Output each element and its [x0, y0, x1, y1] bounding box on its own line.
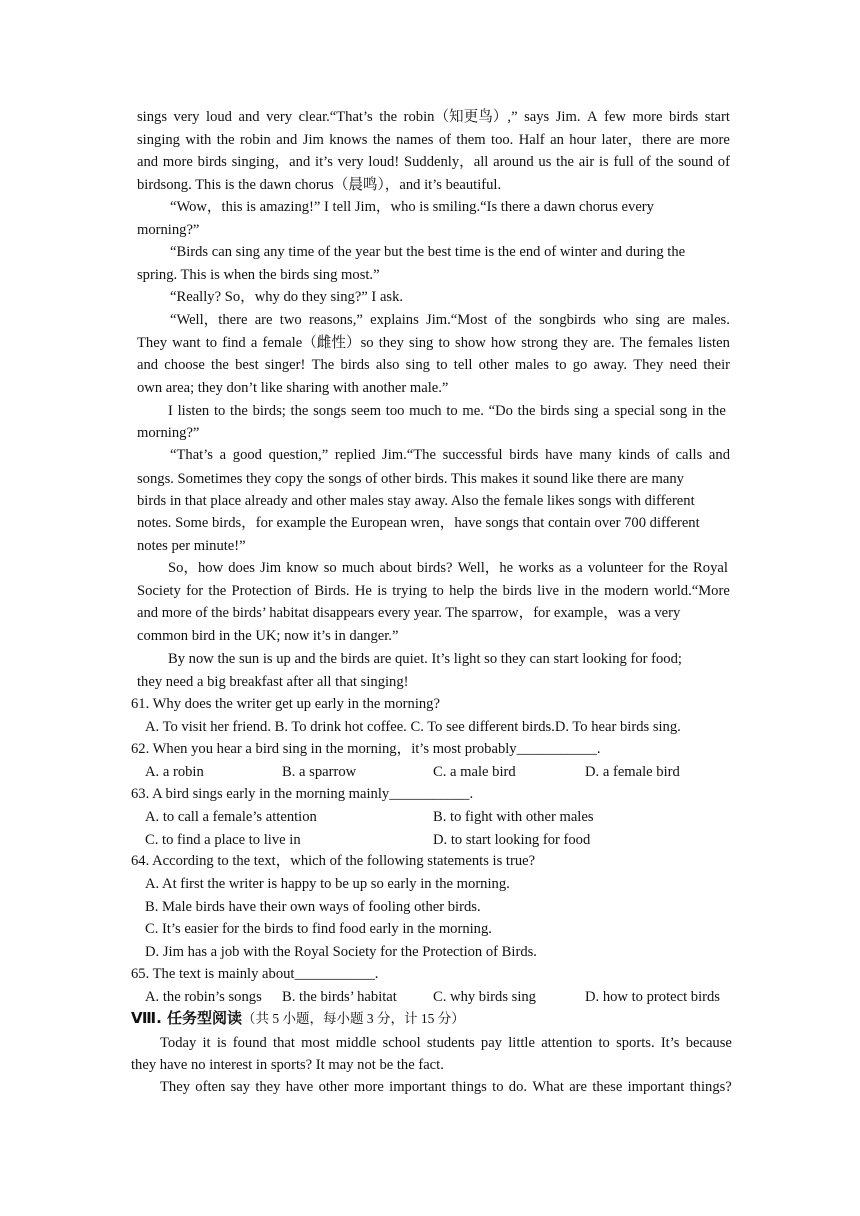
word: in [564, 583, 576, 599]
word: special [614, 403, 655, 419]
word: things [451, 1079, 487, 1095]
word: best [235, 357, 259, 373]
word: Protection [231, 583, 292, 599]
option-c: C. why birds sing [433, 989, 536, 1005]
word: the [208, 583, 227, 599]
word: females [647, 335, 694, 351]
word: birds [509, 447, 539, 463]
word: in [691, 403, 704, 419]
question-64: 64. According to the text，which of the following statements is true? [131, 853, 536, 869]
word: so [323, 560, 337, 576]
word: the [372, 132, 391, 148]
option-c: C. a male bird [433, 764, 516, 780]
word: They [137, 335, 167, 351]
word: most [301, 1035, 330, 1051]
word: males. [692, 312, 730, 328]
word: find [222, 335, 246, 351]
word: about [379, 560, 412, 576]
word: Well，he [457, 560, 514, 576]
question-65: 65. The text is mainly about___________. [131, 966, 379, 982]
word: birds [340, 357, 370, 373]
word: of [656, 447, 669, 463]
word: the [211, 357, 229, 373]
word: and [238, 109, 260, 125]
word: need [669, 357, 698, 373]
word: and [276, 132, 298, 148]
word: modern [604, 583, 649, 599]
word: kinds [618, 447, 651, 463]
word: the [290, 403, 309, 419]
word: birds [502, 583, 532, 599]
word: are [254, 312, 273, 328]
passage-line [137, 152, 730, 172]
word: clear.“That’s [298, 109, 373, 125]
word: works [518, 560, 554, 576]
word: and [137, 357, 159, 373]
word: things? [689, 1079, 732, 1095]
word: sports. [616, 1035, 655, 1051]
word: birds [669, 109, 699, 125]
word: how [491, 335, 517, 351]
word: help [449, 583, 475, 599]
word: question,” [268, 447, 329, 463]
passage-line [137, 130, 730, 150]
option-d: D. Jim has a job with the Royal Society for the Protection of Birds. [145, 944, 537, 960]
word: He [354, 583, 372, 599]
word: show [455, 335, 486, 351]
word: pay [480, 1035, 502, 1051]
option-c: C. to find a place to live in [145, 832, 301, 848]
word: singing，and [231, 154, 311, 170]
word: of [494, 312, 507, 328]
word: are [676, 132, 695, 148]
word: So，how [168, 560, 224, 576]
word: Half [518, 132, 545, 148]
word: They [633, 357, 664, 373]
word: sing [574, 403, 599, 419]
word: Jim. [555, 109, 581, 125]
word: hour [569, 132, 597, 148]
word: and [137, 154, 159, 170]
passage-line [137, 355, 730, 375]
option-a: A. the robin’s songs [145, 989, 262, 1005]
word: good [232, 447, 262, 463]
word: the [517, 403, 536, 419]
word: Royal [693, 560, 728, 576]
word: a [250, 335, 258, 351]
word: students [426, 1035, 475, 1051]
word: world.“More [654, 583, 730, 599]
word: very [266, 109, 293, 125]
word: often [195, 1079, 226, 1095]
word: as [559, 560, 572, 576]
word: song [659, 403, 688, 419]
word: robin [240, 132, 271, 148]
word: much [409, 403, 442, 419]
option-a: A. to call a female’s attention [145, 809, 317, 825]
word: the [670, 560, 688, 576]
word: of [717, 154, 730, 170]
word: start [704, 109, 730, 125]
word: Jim [302, 132, 324, 148]
passage-line: songs. Sometimes they copy the songs of other birds. This makes it sound like there are many [137, 471, 684, 487]
word: volunteer [587, 560, 643, 576]
passage-line: spring. This is when the birds sing most.” [137, 267, 380, 283]
word: these [592, 1079, 623, 1095]
word: says [524, 109, 550, 125]
word: later，there [601, 132, 672, 148]
word: have [545, 447, 573, 463]
word: Today [160, 1035, 197, 1051]
question-63: 63. A bird sings early in the morning mainly___________. [131, 786, 474, 802]
word: for [186, 583, 204, 599]
option-b: B. to fight with other males [433, 809, 594, 825]
word: knows [329, 132, 368, 148]
option-a: A. a robin [145, 764, 204, 780]
word: to [555, 357, 567, 373]
word: the [655, 154, 674, 170]
word: air [578, 154, 595, 170]
word: listen [177, 403, 210, 419]
passage2-line: they have no interest in sports? It may not be the fact. [131, 1057, 444, 1073]
word: males [514, 357, 549, 373]
word: loud [206, 109, 232, 125]
word: to [438, 335, 450, 351]
word: more [632, 109, 663, 125]
word: live [537, 583, 560, 599]
passage-line [168, 401, 726, 421]
word: us [538, 154, 552, 170]
word: me. [462, 403, 484, 419]
word: who [603, 312, 629, 328]
word: songbirds [539, 312, 596, 328]
word: know [286, 560, 319, 576]
section-heading [131, 1008, 465, 1029]
word: the [216, 132, 235, 148]
question-62: 62. When you hear a bird sing in the morning，it’s most probably___________. [131, 741, 601, 757]
passage2-line [160, 1033, 732, 1053]
word: of [638, 154, 651, 170]
passage-line: they need a big breakfast after all that singing! [137, 674, 409, 690]
word: names [396, 132, 434, 148]
word: it [202, 1035, 211, 1051]
word: birds [540, 403, 570, 419]
word: other [478, 357, 509, 373]
word: it’s [315, 154, 333, 170]
word: little [508, 1035, 535, 1051]
word: explains [370, 312, 419, 328]
word: other [318, 1079, 349, 1095]
word: found [232, 1035, 267, 1051]
word: them [456, 132, 486, 148]
word: middle [335, 1035, 377, 1051]
word: songs [313, 403, 347, 419]
option-b: B. the birds’ habitat [282, 989, 397, 1005]
word: It’s [660, 1035, 680, 1051]
section-title: Ⅷ. 任务型阅读 [131, 1009, 243, 1027]
word: very [173, 109, 200, 125]
word: very [337, 154, 364, 170]
word: have [285, 1079, 314, 1095]
word: loud! [368, 154, 400, 170]
option-c: C. It’s easier for the birds to find food early in the morning. [145, 921, 492, 937]
word: want [172, 335, 201, 351]
word: the [513, 312, 532, 328]
option-a: A. At first the writer is happy to be up so early in the morning. [145, 876, 510, 892]
word: their [703, 357, 730, 373]
word: to [598, 1035, 610, 1051]
word: is [598, 154, 609, 170]
word: is [377, 583, 387, 599]
option-d: D. how to protect birds [585, 989, 720, 1005]
word: the [479, 583, 498, 599]
word: of [296, 583, 310, 599]
word: go [572, 357, 588, 373]
word: full [613, 154, 634, 170]
word: do. [508, 1079, 528, 1095]
word: to [446, 403, 458, 419]
word: The [619, 335, 643, 351]
word: birds; [252, 403, 286, 419]
word: important [627, 1079, 685, 1095]
passage-line: and more of the birds’ habitat disappears every year. The sparrow，for example，was a very [137, 605, 681, 621]
word: are. [593, 335, 615, 351]
word: say [230, 1079, 251, 1095]
passage-line: notes. Some birds，for example the European wren，have songs that contain over 700 different [137, 515, 700, 531]
word: seem [351, 403, 382, 419]
word: sing [409, 335, 434, 351]
passage2-line [160, 1077, 732, 1097]
word: “Well，there [170, 312, 248, 328]
word: the [379, 109, 398, 125]
word: more [162, 154, 193, 170]
word: important [389, 1079, 446, 1095]
word: school [382, 1035, 421, 1051]
word: birds [197, 154, 227, 170]
word: a [576, 560, 583, 576]
word: Society [137, 583, 181, 599]
word: Jim.“Most [426, 312, 488, 328]
passage-line: birds in that place already and other males stay away. Also the female likes songs with different [137, 493, 695, 509]
word: because [685, 1035, 732, 1051]
word: an [550, 132, 564, 148]
word: sing [405, 357, 430, 373]
word: to [213, 403, 226, 419]
word: the [230, 403, 248, 419]
word: more [699, 132, 730, 148]
word: singer! [264, 357, 306, 373]
option-b: B. a sparrow [282, 764, 357, 780]
word: are [569, 1079, 588, 1095]
passage-line: “Wow，this is amazing!” I tell Jim，who is smiling.“Is there a dawn chorus every [170, 199, 654, 215]
word: too [385, 403, 405, 419]
word: Jim.“The [382, 447, 436, 463]
passage-line: birdsong. This is the dawn chorus（晨鸣），and it’s beautiful. [137, 177, 502, 193]
word: female（雌性）so [262, 335, 374, 351]
word: Suddenly，all [403, 154, 489, 170]
word: the [708, 403, 726, 419]
passage-line [137, 107, 730, 127]
passage-line: morning?” [137, 222, 200, 238]
word: to [436, 357, 448, 373]
word: they [378, 335, 404, 351]
passage-line [170, 445, 730, 465]
word: tell [453, 357, 473, 373]
word: birds? [416, 560, 453, 576]
passage-line: “Birds can sing any time of the year but the best time is the end of winter and during the [170, 244, 686, 260]
word: successful [442, 447, 503, 463]
word: choose [164, 357, 205, 373]
word: A [587, 109, 598, 125]
passage-line [137, 333, 730, 353]
word: around [493, 154, 534, 170]
section-note: （共 5 小题，每小题 3 分，计 15 分） [242, 1011, 465, 1026]
word: robin（知更鸟）,” [403, 109, 518, 125]
option-b: B. Male birds have their own ways of fooling other birds. [145, 899, 481, 915]
word: attention [541, 1035, 593, 1051]
word: calls [675, 447, 703, 463]
word: What [532, 1079, 564, 1095]
word: to [205, 335, 218, 351]
word: They [160, 1079, 190, 1095]
word: singing [137, 132, 180, 148]
passage-line: own area; they don’t like sharing with another male.” [137, 380, 449, 396]
word: many [579, 447, 612, 463]
word: too. [491, 132, 514, 148]
word: Birds. [314, 583, 350, 599]
word: are [667, 312, 685, 328]
word: the [580, 583, 599, 599]
passage-line: notes per minute!” [137, 538, 246, 554]
word: listen [698, 335, 730, 351]
word: that [273, 1035, 295, 1051]
question-61-options: A. To visit her friend. B. To drink hot coffee. C. To see different birds.D. To hear birds sing. [145, 719, 681, 735]
word: Jim [260, 560, 282, 576]
word: is [216, 1035, 227, 1051]
option-d: D. to start looking for food [433, 832, 591, 848]
word: reasons,” [308, 312, 363, 328]
passage-line: By now the sun is up and the birds are quiet. It’s light so they can start looking for food; [168, 651, 682, 667]
word: away. [593, 357, 628, 373]
passage-line: common bird in the UK; now it’s in danger.” [137, 628, 399, 644]
word: sing [635, 312, 660, 328]
word: strong [521, 335, 558, 351]
word: also [375, 357, 400, 373]
word: to [432, 583, 444, 599]
word: they [255, 1079, 281, 1095]
word: with [185, 132, 212, 148]
word: “Do [488, 403, 513, 419]
passage-line [137, 581, 730, 601]
word: more [353, 1079, 384, 1095]
word: I [168, 403, 173, 419]
word: sings [137, 109, 168, 125]
word: “That’s [170, 447, 213, 463]
word: and [708, 447, 730, 463]
question-61: 61. Why does the writer get up early in the morning? [131, 696, 440, 712]
word: The [311, 357, 335, 373]
word: trying [392, 583, 428, 599]
word: two [279, 312, 302, 328]
passage-line: “Really? So，why do they sing?” I ask. [170, 289, 404, 305]
word: few [604, 109, 626, 125]
word: to [492, 1079, 504, 1095]
word: of [438, 132, 451, 148]
word: sound [678, 154, 714, 170]
word: they [562, 335, 589, 351]
word: for [648, 560, 666, 576]
word: the [556, 154, 575, 170]
word: does [228, 560, 255, 576]
word: replied [334, 447, 376, 463]
option-d: D. a female bird [585, 764, 680, 780]
passage-line: morning?” [137, 425, 200, 441]
passage-line [170, 310, 730, 330]
word: much [341, 560, 375, 576]
passage-line [168, 558, 728, 578]
word: a [219, 447, 227, 463]
word: a [603, 403, 610, 419]
